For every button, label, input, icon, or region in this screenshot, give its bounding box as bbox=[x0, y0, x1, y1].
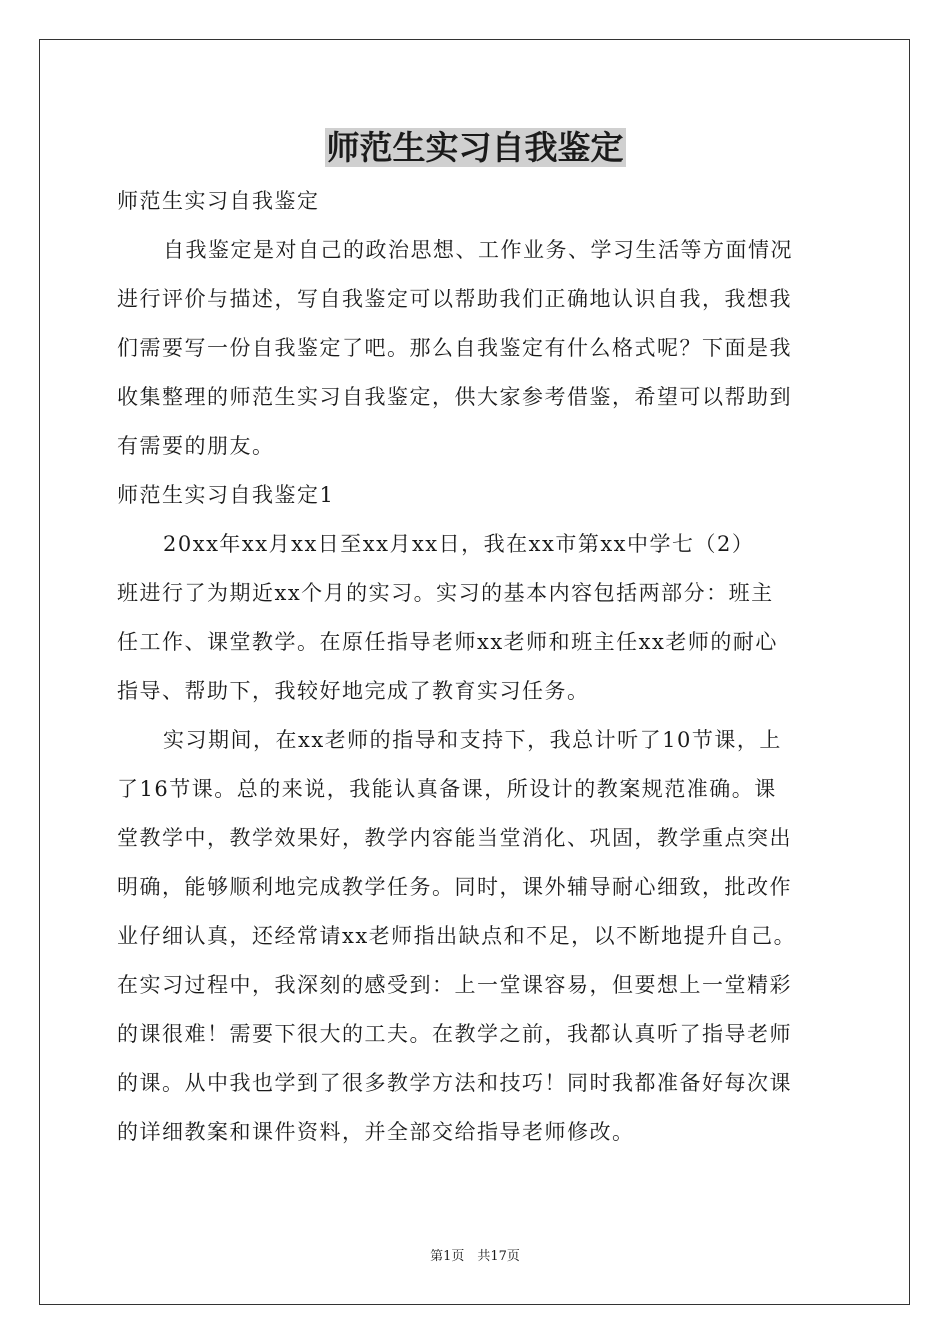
body-line: 们需要写一份自我鉴定了吧。那么自我鉴定有什么格式呢？下面是我 bbox=[117, 336, 792, 360]
body-line: 的课很难！需要下很大的工夫。在教学之前，我都认真听了指导老师 bbox=[117, 1022, 792, 1046]
body-line: 有需要的朋友。 bbox=[117, 434, 275, 458]
body-line: 师范生实习自我鉴定1 bbox=[117, 483, 335, 507]
body-line: 收集整理的师范生实习自我鉴定，供大家参考借鉴，希望可以帮助到 bbox=[117, 385, 792, 409]
document-body bbox=[117, 177, 837, 1157]
body-line: 指导、帮助下，我较好地完成了教育实习任务。 bbox=[117, 679, 590, 703]
page-footer: 第1页 共17页 bbox=[430, 1249, 520, 1264]
body-line: 师范生实习自我鉴定 bbox=[117, 189, 320, 213]
body-line: 自我鉴定是对自己的政治思想、工作业务、学习生活等方面情况 bbox=[163, 238, 793, 262]
body-line: 20xx年xx月xx日至xx月xx日，我在xx市第xx中学七（2） bbox=[163, 532, 755, 556]
document-title bbox=[0, 126, 950, 170]
body-line: 班进行了为期近xx个月的实习。实习的基本内容包括两部分：班主 bbox=[117, 581, 774, 605]
body-line: 明确，能够顺利地完成教学任务。同时，课外辅导耐心细致，批改作 bbox=[117, 875, 792, 899]
body-line: 了16节课。总的来说，我能认真备课，所设计的教案规范准确。课 bbox=[117, 777, 777, 801]
body-line: 进行评价与描述，写自我鉴定可以帮助我们正确地认识自我，我想我 bbox=[117, 287, 792, 311]
document-title-text: 师范生实习自我鉴定 bbox=[326, 128, 624, 167]
body-line: 在实习过程中，我深刻的感受到：上一堂课容易，但要想上一堂精彩 bbox=[117, 973, 792, 997]
body-line: 业仔细认真，还经常请xx老师指出缺点和不足，以不断地提升自己。 bbox=[117, 924, 797, 948]
body-line: 实习期间，在xx老师的指导和支持下，我总计听了10节课，上 bbox=[163, 728, 782, 752]
body-line: 任工作、课堂教学。在原任指导老师xx老师和班主任xx老师的耐心 bbox=[117, 630, 778, 654]
body-line: 的详细教案和课件资料，并全部交给指导老师修改。 bbox=[117, 1120, 635, 1144]
body-line: 的课。从中我也学到了很多教学方法和技巧！同时我都准备好每次课 bbox=[117, 1071, 792, 1095]
body-line: 堂教学中，教学效果好，教学内容能当堂消化、巩固，教学重点突出 bbox=[117, 826, 792, 850]
